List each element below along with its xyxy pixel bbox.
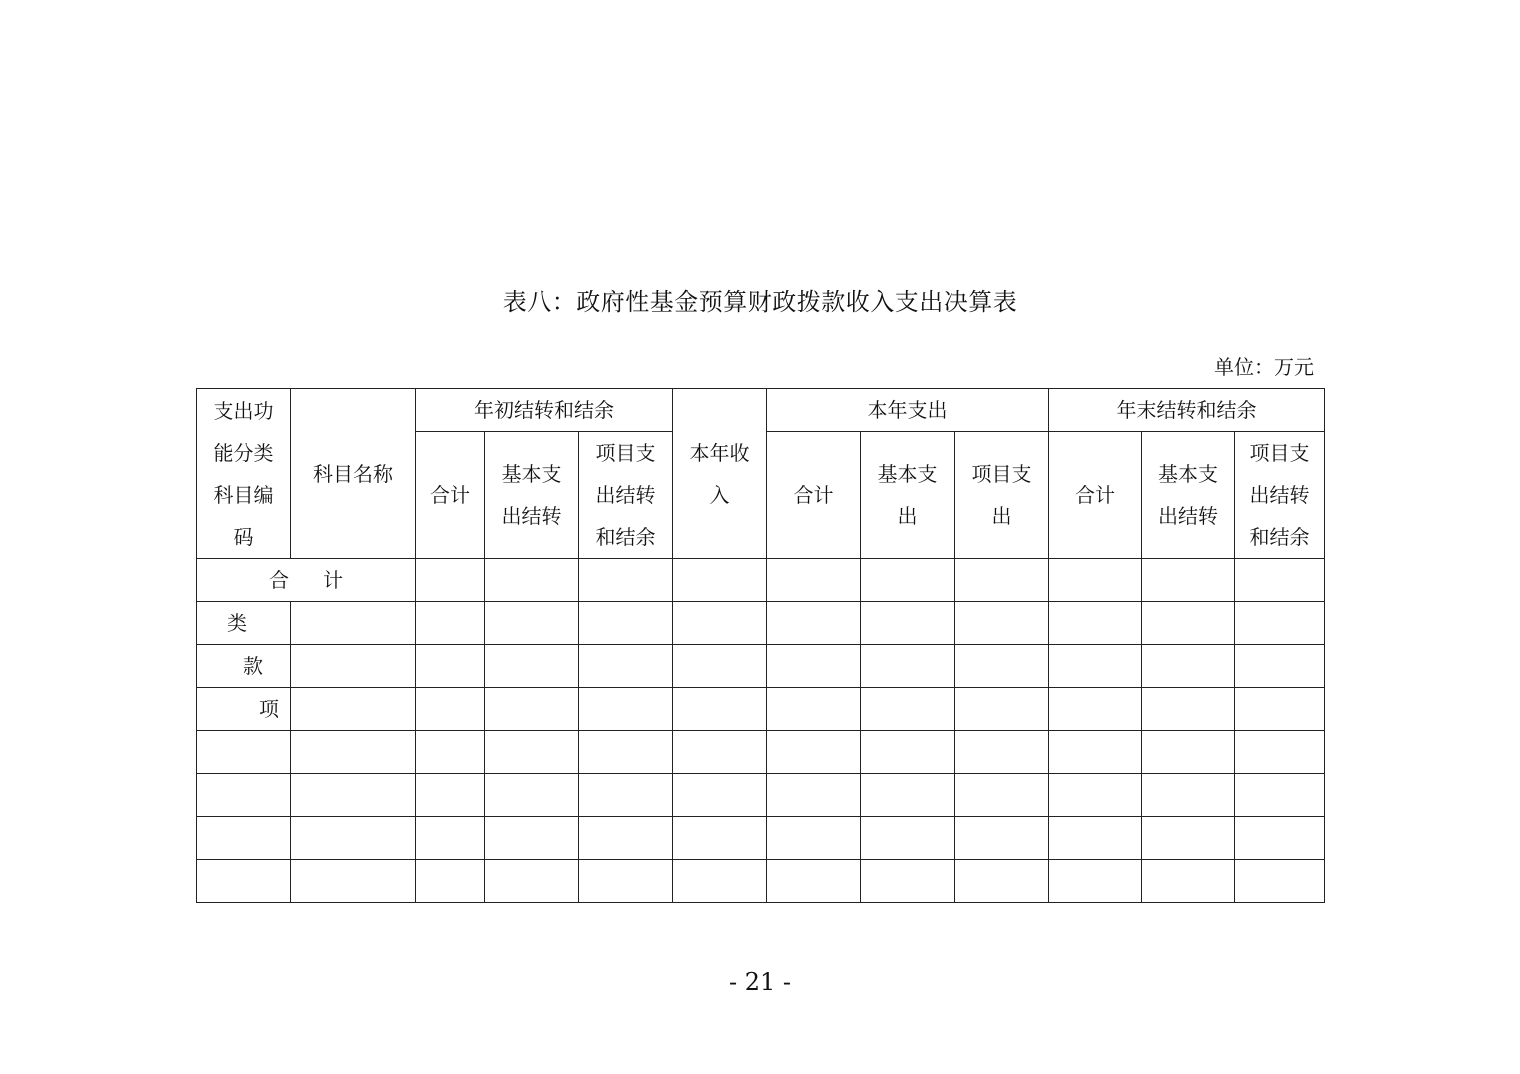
table-cell bbox=[416, 688, 485, 731]
table-cell bbox=[767, 731, 861, 774]
table-cell bbox=[579, 860, 673, 903]
table-cell bbox=[1049, 688, 1142, 731]
table-cell bbox=[955, 645, 1049, 688]
table-cell bbox=[673, 602, 767, 645]
table-cell bbox=[1049, 817, 1142, 860]
table-cell bbox=[1142, 817, 1235, 860]
table-cell bbox=[291, 602, 416, 645]
table-cell bbox=[861, 731, 955, 774]
table-cell bbox=[1235, 559, 1325, 602]
table-cell bbox=[1235, 688, 1325, 731]
header-name: 科目名称 bbox=[291, 389, 416, 559]
table-cell bbox=[291, 645, 416, 688]
table-cell bbox=[673, 817, 767, 860]
table-cell bbox=[579, 817, 673, 860]
table-cell bbox=[291, 774, 416, 817]
table-cell bbox=[485, 645, 579, 688]
table-cell bbox=[955, 559, 1049, 602]
table-cell bbox=[861, 688, 955, 731]
table-cell bbox=[197, 774, 291, 817]
table-cell bbox=[291, 860, 416, 903]
category-row bbox=[197, 602, 1325, 645]
table-cell bbox=[579, 688, 673, 731]
item-label: 项 bbox=[197, 688, 291, 731]
empty-row bbox=[197, 817, 1325, 860]
section-label: 款 bbox=[197, 645, 291, 688]
empty-row bbox=[197, 731, 1325, 774]
table-cell bbox=[579, 602, 673, 645]
header-expense-project: 项目支出 bbox=[955, 432, 1049, 559]
table-cell bbox=[767, 688, 861, 731]
table-cell bbox=[485, 602, 579, 645]
table-cell bbox=[485, 774, 579, 817]
table-cell bbox=[485, 860, 579, 903]
table-cell bbox=[1049, 645, 1142, 688]
table-cell bbox=[1049, 774, 1142, 817]
table-cell bbox=[1142, 688, 1235, 731]
empty-row bbox=[197, 774, 1325, 817]
item-row bbox=[197, 688, 1325, 731]
table-cell bbox=[1049, 559, 1142, 602]
table-cell bbox=[197, 731, 291, 774]
table-cell bbox=[955, 602, 1049, 645]
table-cell bbox=[1235, 860, 1325, 903]
header-opening-basic: 基本支出结转 bbox=[485, 432, 579, 559]
table-cell bbox=[673, 774, 767, 817]
unit-label: 单位：万元 bbox=[1214, 355, 1314, 379]
table-cell bbox=[767, 860, 861, 903]
table-cell bbox=[416, 731, 485, 774]
table-cell bbox=[416, 774, 485, 817]
table-cell bbox=[1235, 774, 1325, 817]
table-cell bbox=[291, 688, 416, 731]
header-income: 本年收入 bbox=[673, 389, 767, 559]
table-cell bbox=[1142, 559, 1235, 602]
table-cell bbox=[1235, 645, 1325, 688]
table-cell bbox=[579, 559, 673, 602]
table-cell bbox=[1049, 602, 1142, 645]
header-row-1 bbox=[197, 389, 1325, 432]
table-cell bbox=[767, 559, 861, 602]
table-cell bbox=[416, 817, 485, 860]
table-cell bbox=[861, 817, 955, 860]
table-cell bbox=[861, 860, 955, 903]
header-expense-group: 本年支出 bbox=[767, 389, 1049, 432]
table-cell bbox=[673, 731, 767, 774]
table-cell bbox=[1235, 602, 1325, 645]
header-closing-group: 年末结转和结余 bbox=[1049, 389, 1325, 432]
header-expense-basic: 基本支出 bbox=[861, 432, 955, 559]
category-label: 类 bbox=[197, 602, 291, 645]
table-cell bbox=[861, 559, 955, 602]
table-cell bbox=[485, 731, 579, 774]
table-cell bbox=[1142, 774, 1235, 817]
table-cell bbox=[416, 602, 485, 645]
header-closing-basic: 基本支出结转 bbox=[1142, 432, 1235, 559]
header-opening-group: 年初结转和结余 bbox=[416, 389, 673, 432]
table-cell bbox=[861, 645, 955, 688]
table-cell bbox=[767, 645, 861, 688]
table-cell bbox=[673, 645, 767, 688]
table-cell bbox=[485, 817, 579, 860]
table-cell bbox=[485, 688, 579, 731]
table-cell bbox=[1142, 860, 1235, 903]
table-cell bbox=[1235, 731, 1325, 774]
table-cell bbox=[579, 645, 673, 688]
table-cell bbox=[1049, 860, 1142, 903]
table-cell bbox=[197, 817, 291, 860]
table-cell bbox=[1235, 817, 1325, 860]
table-cell bbox=[767, 774, 861, 817]
page-number: - 21 - bbox=[728, 968, 791, 996]
table-cell bbox=[767, 602, 861, 645]
table-cell bbox=[673, 559, 767, 602]
table-cell bbox=[955, 860, 1049, 903]
empty-row bbox=[197, 860, 1325, 903]
table-cell bbox=[1142, 731, 1235, 774]
table-cell bbox=[1142, 602, 1235, 645]
table-cell bbox=[955, 688, 1049, 731]
table-cell bbox=[579, 731, 673, 774]
table-cell bbox=[861, 774, 955, 817]
table-cell bbox=[955, 817, 1049, 860]
table-cell bbox=[416, 645, 485, 688]
table-cell bbox=[955, 774, 1049, 817]
table-cell bbox=[861, 602, 955, 645]
table-cell bbox=[673, 688, 767, 731]
table-cell bbox=[673, 860, 767, 903]
table-cell bbox=[579, 774, 673, 817]
total-row-label: 合计 bbox=[197, 559, 416, 602]
table-cell bbox=[291, 817, 416, 860]
section-row bbox=[197, 645, 1325, 688]
fund-budget-table bbox=[196, 388, 1325, 903]
header-closing-project: 项目支出结转和结余 bbox=[1235, 432, 1325, 559]
table-cell bbox=[767, 817, 861, 860]
table-cell bbox=[416, 559, 485, 602]
document-title: 表八：政府性基金预算财政拨款收入支出决算表 bbox=[502, 288, 1018, 316]
table-cell bbox=[291, 731, 416, 774]
total-row bbox=[197, 559, 1325, 602]
header-code: 支出功能分类科目编码 bbox=[197, 389, 291, 559]
table-cell bbox=[1049, 731, 1142, 774]
header-opening-project: 项目支出结转和结余 bbox=[579, 432, 673, 559]
table-cell bbox=[485, 559, 579, 602]
header-opening-total: 合计 bbox=[416, 432, 485, 559]
table-cell bbox=[416, 860, 485, 903]
header-closing-total: 合计 bbox=[1049, 432, 1142, 559]
table-cell bbox=[197, 860, 291, 903]
table-cell bbox=[1142, 645, 1235, 688]
table-cell bbox=[955, 731, 1049, 774]
header-expense-total: 合计 bbox=[767, 432, 861, 559]
